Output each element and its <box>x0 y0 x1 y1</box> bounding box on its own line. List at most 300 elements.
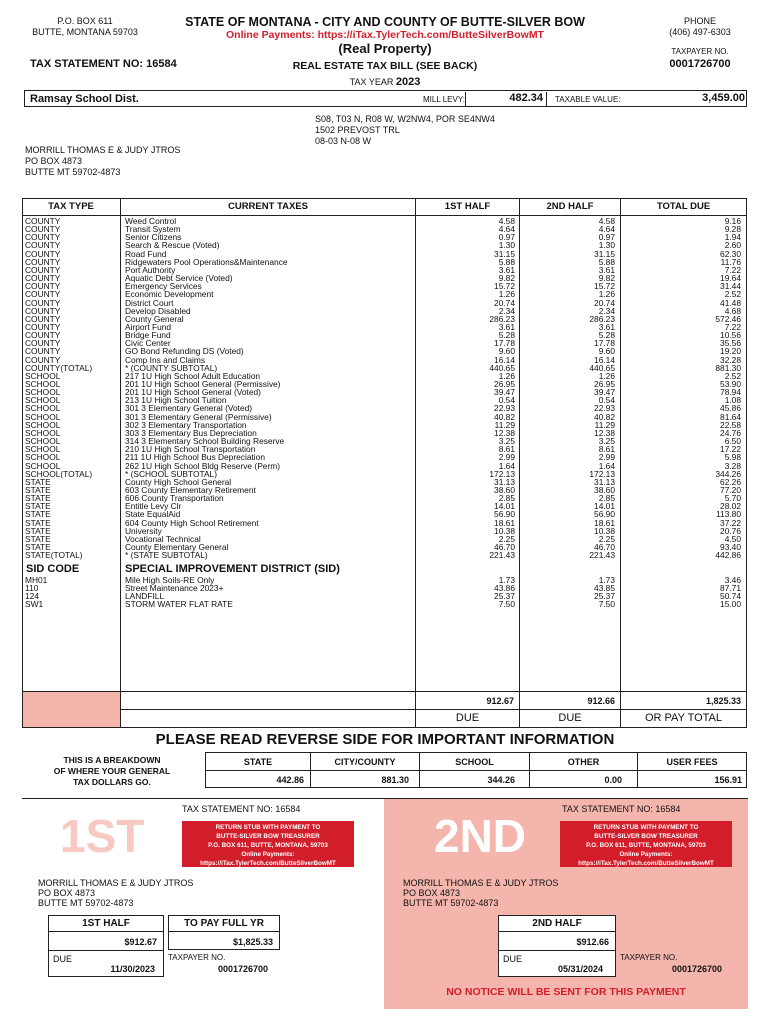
school-district: Ramsay School Dist. <box>30 93 139 105</box>
taxpayer-no-label: TAXPAYER NO. <box>671 47 729 56</box>
tax-row-total: 7.22 <box>724 264 741 275</box>
tax-row-description: Port Authority <box>125 264 176 275</box>
stub2-taxpayer-label: TAXPAYER NO. <box>620 953 678 962</box>
tax-row-second-half: 1.30 <box>598 240 615 251</box>
tax-row-second-half: 56.90 <box>594 509 615 520</box>
tax-row-first-half: 56.90 <box>494 509 515 520</box>
sid-row-first-half: 25.37 <box>494 591 515 602</box>
tax-row-second-half: 9.60 <box>598 346 615 357</box>
tax-row-description: State EqualAid <box>125 509 181 520</box>
stub2-return-line: BUTTE-SILVER BOW TREASURER <box>594 833 698 840</box>
office-address-line: BUTTE, MONTANA 59703 <box>32 27 138 37</box>
tax-row-description: 211 1U High School Bus Depreciation <box>125 452 265 463</box>
tax-row-first-half: 1.26 <box>498 370 515 381</box>
tax-row-description: 604 County High School Retirement <box>125 517 259 528</box>
stub1-statement: TAX STATEMENT NO: 16584 <box>182 804 301 814</box>
tax-row-first-half: 3.25 <box>498 436 515 447</box>
stub1-return-line: P.O. BOX 611, BUTTE, MONTANA, 59703 <box>208 842 328 849</box>
tax-row-first-half: 10.38 <box>494 525 515 536</box>
tax-row-type: COUNTY <box>25 248 61 259</box>
tax-row-first-half: 40.82 <box>494 411 515 422</box>
tax-row-description: County High School General <box>125 476 232 487</box>
tax-row-type: STATE <box>25 525 51 536</box>
stub1-big-label: 1ST <box>60 810 145 862</box>
tax-row-second-half: 2.25 <box>598 533 615 544</box>
tax-row-type: SCHOOL <box>25 444 61 455</box>
tax-row-type: COUNTY <box>25 216 61 226</box>
tax-row-type: SCHOOL <box>25 403 61 414</box>
stub1-return-line: BUTTE-SILVER BOW TREASURER <box>216 833 320 840</box>
owner-line: BUTTE MT 59702-4873 <box>25 167 121 177</box>
tax-row-type: STATE <box>25 501 51 512</box>
mill-levy-value: 482.34 <box>465 92 547 106</box>
tax-row-second-half: 2.99 <box>598 452 615 463</box>
tax-row-total: 19.20 <box>720 346 741 357</box>
tax-row-type: COUNTY <box>25 281 61 292</box>
tax-row-second-half: 286.23 <box>589 313 615 324</box>
stub2-return-line: Online Payments: <box>619 851 673 858</box>
tax-row-second-half: 12.38 <box>594 427 615 438</box>
tax-row-first-half: 31.13 <box>494 476 515 487</box>
tax-row-second-half: 38.60 <box>594 484 615 495</box>
tax-row-first-half: 4.58 <box>498 216 515 226</box>
tax-row-type: COUNTY <box>25 289 61 300</box>
tax-row-total: 10.56 <box>720 330 741 341</box>
due-first-label: DUE <box>455 712 480 724</box>
tax-row-type: COUNTY <box>25 240 61 251</box>
tax-row-total: 442.86 <box>715 550 741 561</box>
stub1-half-box <box>48 915 164 977</box>
levy-bar <box>24 90 747 107</box>
tax-row-type: COUNTY <box>25 264 61 275</box>
tax-row-second-half: 3.61 <box>598 321 615 332</box>
stub2-due-label: DUE <box>503 954 523 964</box>
tax-row-description: Comp Ins and Claims <box>125 354 206 365</box>
tax-row-total: 31.44 <box>720 281 741 292</box>
total-second-half: 912.66 <box>587 696 615 706</box>
sid-row-code: MH01 <box>25 575 48 585</box>
sid-row <box>22 600 747 608</box>
tax-row-type: COUNTY <box>25 297 61 308</box>
sid-row-first-half: 7.50 <box>498 599 515 610</box>
tax-row-type: STATE <box>25 509 51 520</box>
tax-row-first-half: 26.95 <box>494 379 515 389</box>
tax-row-total: 41.48 <box>720 297 741 308</box>
sid-row-total: 3.46 <box>724 575 741 585</box>
tax-row-type: SCHOOL <box>25 419 61 430</box>
tax-row-total: 53.90 <box>720 379 741 389</box>
stub1-full-label: TO PAY FULL YR <box>184 918 264 929</box>
tax-row-total: 17.22 <box>720 444 741 455</box>
breakdown-value-fees: 156.91 <box>714 775 742 785</box>
tax-row-description: Civic Center <box>125 338 171 349</box>
tax-row-total: 9.16 <box>724 216 741 226</box>
stub2-owner-line: BUTTE MT 59702-4873 <box>403 898 499 908</box>
tax-row-second-half: 8.61 <box>598 444 615 455</box>
stub2-taxpayer-no: 0001726700 <box>672 964 723 974</box>
tax-row-first-half: 4.64 <box>498 224 515 235</box>
office-address-line: P.O. BOX 611 <box>57 16 113 26</box>
tax-row-first-half: 1.26 <box>498 289 515 300</box>
tax-row-type: COUNTY <box>25 232 61 243</box>
first-half-stub <box>22 799 384 1009</box>
tax-row-second-half: 14.01 <box>594 501 615 512</box>
sid-row-code: 110 <box>25 583 39 594</box>
tax-row-description: University <box>125 525 162 536</box>
tax-row-second-half: 31.13 <box>594 476 615 487</box>
notice-banner: PLEASE READ REVERSE SIDE FOR IMPORTANT INFORMATION <box>155 731 615 748</box>
tax-row-first-half: 20.74 <box>494 297 515 308</box>
tax-row-second-half: 440.65 <box>589 362 615 373</box>
tax-row-description: * (COUNTY SUBTOTAL) <box>125 362 218 373</box>
tax-row-type: COUNTY <box>25 305 61 316</box>
tax-row-total: 5.98 <box>724 452 741 463</box>
online-payments-link[interactable]: Online Payments: https://iTax.TylerTech.com/ButteSilverBowMT <box>226 29 544 41</box>
legal-line: S08, T03 N, R08 W, W2NW4, POR SE4NW4 <box>315 114 495 124</box>
breakdown-label-line: OF WHERE YOUR GENERAL <box>53 766 171 776</box>
tax-row-first-half: 221.43 <box>489 550 515 561</box>
tax-year-label: TAX YEAR <box>349 77 394 87</box>
tax-row-total: 1.94 <box>724 232 741 243</box>
stub2-owner <box>403 878 558 908</box>
tax-row-second-half: 1.26 <box>598 370 615 381</box>
sid-row-description: LANDFILL <box>125 591 165 602</box>
statement-number: TAX STATEMENT NO: 16584 <box>30 58 177 70</box>
tax-row-type: SCHOOL <box>25 460 61 471</box>
stub1-return-line: Online Payments: <box>241 851 295 858</box>
tax-row-type: COUNTY <box>25 330 61 341</box>
stub1-return-line: https://iTax.TylerTech.com/ButteSilverBowMT <box>200 860 336 867</box>
tax-row-first-half: 2.34 <box>498 305 515 316</box>
tax-row-type: STATE <box>25 533 51 544</box>
tax-row-second-half: 10.38 <box>594 525 615 536</box>
stub1-owner-line: MORRILL THOMAS E & JUDY JTROS <box>38 878 194 888</box>
tax-row-type: SCHOOL <box>25 395 61 406</box>
tax-row-description: Develop Disabled <box>125 305 191 316</box>
stub2-half-box <box>498 915 616 977</box>
tax-row-first-half: 8.61 <box>498 444 515 455</box>
sid-row-description: STORM WATER FLAT RATE <box>125 599 233 610</box>
tax-row-description: Airport Fund <box>125 321 172 332</box>
tax-row-first-half: 0.97 <box>498 232 515 243</box>
tax-row-description: 210 1U High School Transportation <box>125 444 256 455</box>
tax-row-type: SCHOOL <box>25 436 61 447</box>
tax-row-type: SCHOOL <box>25 387 61 398</box>
tax-row-first-half: 9.82 <box>498 273 515 284</box>
tax-row-type: STATE <box>25 484 51 495</box>
owner-address <box>25 145 180 178</box>
tax-row-second-half: 40.82 <box>594 411 615 422</box>
tax-row-second-half: 46.70 <box>594 542 615 552</box>
tax-row-second-half: 11.29 <box>594 419 615 430</box>
stub1-owner <box>38 878 193 908</box>
stub1-full-box <box>168 915 280 950</box>
sid-row-second-half: 43.85 <box>594 583 615 594</box>
tax-row-first-half: 5.88 <box>498 256 515 267</box>
breakdown-header-school: SCHOOL <box>455 757 494 767</box>
tax-row-total: 28.02 <box>720 501 741 512</box>
legal-line: 1502 PREVOST TRL <box>315 125 400 135</box>
sid-row-first-half: 43.86 <box>494 583 515 594</box>
tax-row-total: 32.28 <box>720 354 741 365</box>
tax-row-type: COUNTY <box>25 321 61 332</box>
tax-row-first-half: 0.54 <box>498 395 515 406</box>
sid-row-total: 50.74 <box>720 591 741 602</box>
tax-row-description: Road Fund <box>125 248 167 259</box>
phone-block <box>640 16 760 38</box>
tax-row-first-half: 172.13 <box>489 468 515 479</box>
phone-number: (406) 497-6303 <box>669 27 731 37</box>
tax-row-description: 303 3 Elementary Bus Depreciation <box>125 427 257 438</box>
sid-row-description: Mile High Soils-RE Only <box>125 575 215 585</box>
tax-row-total: 881.30 <box>715 362 741 373</box>
tax-row-description: Entitle Levy Clr <box>125 501 182 512</box>
breakdown-label-line: TAX DOLLARS GO. <box>73 777 151 787</box>
breakdown-section <box>22 752 747 790</box>
tax-row-type: SCHOOL <box>25 411 61 422</box>
tax-row-second-half: 2.34 <box>598 305 615 316</box>
tax-row-type: SCHOOL <box>25 452 61 463</box>
tax-row-type: SCHOOL <box>25 370 61 381</box>
tax-row-first-half: 2.85 <box>498 493 515 504</box>
tax-row-first-half: 14.01 <box>494 501 515 512</box>
tax-row-description: Emergency Services <box>125 281 202 292</box>
tax-row-total: 344.26 <box>715 468 741 479</box>
no-notice-warning: NO NOTICE WILL BE SENT FOR THIS PAYMENT <box>446 986 686 998</box>
bill-title-state: STATE OF MONTANA - CITY AND COUNTY OF BUTTE-SILVER BOW <box>185 15 585 29</box>
breakdown-table <box>205 752 747 788</box>
stub1-return-line: RETURN STUB WITH PAYMENT TO <box>215 824 321 831</box>
col-first-half: 1ST HALF <box>444 201 491 212</box>
breakdown-value-other: 0.00 <box>604 775 622 785</box>
tax-row-total: 11.76 <box>720 256 741 267</box>
stub1-due-date: 11/30/2023 <box>110 964 155 974</box>
tax-row-total: 78.94 <box>720 387 741 398</box>
sid-row-first-half: 1.73 <box>498 575 515 585</box>
tax-row-type: COUNTY <box>25 224 61 235</box>
tax-row-description: Vocational Technical <box>125 533 201 544</box>
tax-row-second-half: 4.64 <box>598 224 615 235</box>
tax-row-type: STATE <box>25 517 51 528</box>
breakdown-value-school: 344.26 <box>487 775 515 785</box>
tax-row-total: 2.52 <box>724 289 741 300</box>
tax-year-value: 2023 <box>395 76 421 88</box>
stub2-half-amount: $912.66 <box>576 937 609 947</box>
tax-row-total: 62.26 <box>720 476 741 487</box>
tax-year <box>300 76 470 88</box>
property-type: (Real Property) <box>338 41 432 56</box>
sid-row-total: 15.00 <box>720 599 741 610</box>
tax-row-total: 81.64 <box>720 411 741 422</box>
tax-row-type: COUNTY <box>25 273 61 284</box>
tax-row-second-half: 1.64 <box>598 460 615 471</box>
tax-row-total: 37.22 <box>720 517 741 528</box>
tax-row-second-half: 2.85 <box>598 493 615 504</box>
tax-row-type: STATE(TOTAL) <box>25 550 83 561</box>
breakdown-value-city: 881.30 <box>381 775 409 785</box>
tax-row-type: COUNTY <box>25 346 61 357</box>
stub2-return-line: P.O. BOX 611, BUTTE, MONTANA, 59703 <box>586 842 706 849</box>
tax-row-total: 77.20 <box>720 484 741 495</box>
stub1-due-label: DUE <box>53 954 73 964</box>
stub1-taxpayer-label: TAXPAYER NO. <box>168 953 226 962</box>
tax-row-description: * (STATE SUBTOTAL) <box>125 550 208 561</box>
tax-row-total: 62.30 <box>720 248 741 259</box>
tax-row-description: 606 County Transportation <box>125 493 224 504</box>
sid-code-label: SID CODE <box>26 563 80 575</box>
tax-row-second-half: 0.97 <box>598 232 615 243</box>
tax-row-second-half: 3.61 <box>598 264 615 275</box>
tax-row-first-half: 12.38 <box>494 427 515 438</box>
stub1-return-box <box>182 821 354 867</box>
tax-row-second-half: 17.78 <box>594 338 615 349</box>
tax-row-description: 314 3 Elementary School Building Reserve <box>125 436 285 447</box>
tax-row-first-half: 1.64 <box>498 460 515 471</box>
tax-row-total: 22.58 <box>720 419 741 430</box>
tax-row-total: 9.28 <box>724 224 741 235</box>
tax-row-second-half: 0.54 <box>598 395 615 406</box>
tax-row-description: 302 3 Elementary Transportation <box>125 419 247 430</box>
stub2-due-date: 05/31/2024 <box>557 964 603 974</box>
tax-row-total: 6.50 <box>724 436 741 447</box>
tax-row-second-half: 5.28 <box>598 330 615 341</box>
tax-row-description: 213 1U High School Tuition <box>125 395 227 406</box>
tax-row-description: County Elementary General <box>125 542 229 552</box>
tax-row-first-half: 5.28 <box>498 330 515 341</box>
tax-row-total: 5.70 <box>724 493 741 504</box>
tax-row-first-half: 46.70 <box>494 542 515 552</box>
tax-row-second-half: 5.88 <box>598 256 615 267</box>
pink-summary-box <box>23 692 120 727</box>
tax-row-description: District Court <box>125 297 174 308</box>
stub2-owner-line: MORRILL THOMAS E & JUDY JTROS <box>403 878 559 888</box>
tax-row-total: 35.56 <box>720 338 741 349</box>
tax-row-description: 603 County Elementary Retirement <box>125 484 256 495</box>
mill-levy-label: MILL LEVY: <box>423 95 465 104</box>
sid-row-total: 87.71 <box>720 583 741 594</box>
tax-row-second-half: 39.47 <box>594 387 615 398</box>
col-total-due: TOTAL DUE <box>656 201 711 212</box>
tax-row-total: 2.60 <box>724 240 741 251</box>
stub2-return-line: https://iTax.TylerTech.com/ButteSilverBowMT <box>578 860 714 867</box>
taxable-value: 3,459.00 <box>702 92 745 104</box>
breakdown-label-line: THIS IS A BREAKDOWN <box>63 755 161 765</box>
tax-row-first-half: 38.60 <box>494 484 515 495</box>
tax-row-second-half: 31.15 <box>594 248 615 259</box>
tax-row-description: 301 3 Elementary General (Permissive) <box>125 411 272 422</box>
tax-row-description: * (SCHOOL SUBTOTAL) <box>125 468 217 479</box>
tax-row-total: 2.52 <box>724 370 741 381</box>
stub2-statement: TAX STATEMENT NO: 16584 <box>562 804 681 814</box>
tax-row-first-half: 2.25 <box>498 533 515 544</box>
tax-row-description: Weed Control <box>125 216 177 226</box>
tax-row-type: SCHOOL(TOTAL) <box>25 468 93 479</box>
tax-row-total: 4.50 <box>724 533 741 544</box>
tax-row-description: Search & Rescue (Voted) <box>125 240 220 251</box>
tax-row-first-half: 2.99 <box>498 452 515 463</box>
tax-row-type: COUNTY <box>25 256 61 267</box>
tax-row-total: 4.68 <box>724 305 741 316</box>
tax-row-second-half: 4.58 <box>598 216 615 226</box>
tax-row-total: 113.80 <box>716 509 741 520</box>
tax-row-description: 262 1U High School Bldg Reserve (Perm) <box>125 460 281 471</box>
tax-row-type: SCHOOL <box>25 427 61 438</box>
tax-row-description: Aquatic Debt Service (Voted) <box>125 273 233 284</box>
stub1-owner-line: BUTTE MT 59702-4873 <box>38 898 134 908</box>
tax-row-description: 301 3 Elementary General (Voted) <box>125 403 253 414</box>
second-half-stub <box>384 799 748 1009</box>
sid-title: SPECIAL IMPROVEMENT DISTRICT (SID) <box>125 563 340 575</box>
tax-row-first-half: 440.65 <box>489 362 515 373</box>
breakdown-header-city: CITY/COUNTY <box>334 757 396 767</box>
tax-row-total: 7.22 <box>724 321 741 332</box>
taxable-value-label: TAXABLE VALUE: <box>555 95 621 104</box>
tax-row-first-half: 39.47 <box>494 387 515 398</box>
tax-row-total: 93.40 <box>720 542 741 552</box>
tax-row-description: Ridgewaters Pool Operations&Maintenance <box>125 256 288 267</box>
phone-label: PHONE <box>683 16 716 26</box>
sid-row-second-half: 25.37 <box>594 591 615 602</box>
stub2-big-label: 2ND <box>434 810 527 862</box>
breakdown-header-state: STATE <box>243 757 273 767</box>
tax-row-first-half: 17.78 <box>494 338 515 349</box>
tax-row-description: Economic Development <box>125 289 214 300</box>
due-second-label: DUE <box>558 712 582 724</box>
stub1-full-amount: $1,825.33 <box>232 937 273 947</box>
tax-row-type: COUNTY <box>25 338 61 349</box>
stub1-half-amount: $912.67 <box>124 937 157 947</box>
tax-row-total: 572.46 <box>715 313 741 324</box>
stub2-return-box <box>560 821 732 867</box>
tax-row-type: SCHOOL <box>25 379 61 389</box>
sid-row-code: SW1 <box>25 599 44 610</box>
tax-row-description: Transit System <box>125 224 181 235</box>
tax-row-total: 24.76 <box>720 427 741 438</box>
sid-row-second-half: 1.73 <box>598 575 615 585</box>
stub2-return-line: RETURN STUB WITH PAYMENT TO <box>593 824 699 831</box>
stub2-owner-line: PO BOX 4873 <box>403 888 461 898</box>
col-second-half: 2ND HALF <box>546 201 594 212</box>
total-first-half: 912.67 <box>486 696 514 706</box>
legal-line: 08-03 N-08 W <box>315 136 372 146</box>
sid-row-code: 124 <box>25 591 39 602</box>
col-current-taxes: CURRENT TAXES <box>227 201 309 212</box>
tax-row-first-half: 3.61 <box>498 321 515 332</box>
tax-row <box>22 551 747 559</box>
tax-row-second-half: 18.61 <box>594 517 615 528</box>
tax-row-description: 201 1U High School General (Voted) <box>125 387 261 398</box>
tax-row-description: 201 1U High School General (Permissive) <box>125 379 281 389</box>
legal-description <box>315 114 495 147</box>
col-tax-type: TAX TYPE <box>48 201 94 212</box>
tax-row-description: 217 1U High School Adult Education <box>125 370 261 381</box>
tax-row-first-half: 1.30 <box>498 240 515 251</box>
tax-row-first-half: 22.93 <box>494 403 515 414</box>
owner-line: PO BOX 4873 <box>25 156 83 166</box>
tax-row-first-half: 9.60 <box>498 346 515 357</box>
tax-row-description: County General <box>125 313 184 324</box>
tax-row-second-half: 1.26 <box>598 289 615 300</box>
tax-row-type: COUNTY(TOTAL) <box>25 362 93 373</box>
tax-row-first-half: 15.72 <box>494 281 515 292</box>
tax-row-type: COUNTY <box>25 354 61 365</box>
sid-row-description: Street Maintenance 2023+ <box>125 583 224 594</box>
stub1-half-label: 1ST HALF <box>82 918 130 929</box>
breakdown-header-fees: USER FEES <box>666 757 718 767</box>
tax-row-second-half: 22.93 <box>594 403 615 414</box>
stub1-owner-line: PO BOX 4873 <box>38 888 96 898</box>
tax-row-second-half: 26.95 <box>594 379 615 389</box>
